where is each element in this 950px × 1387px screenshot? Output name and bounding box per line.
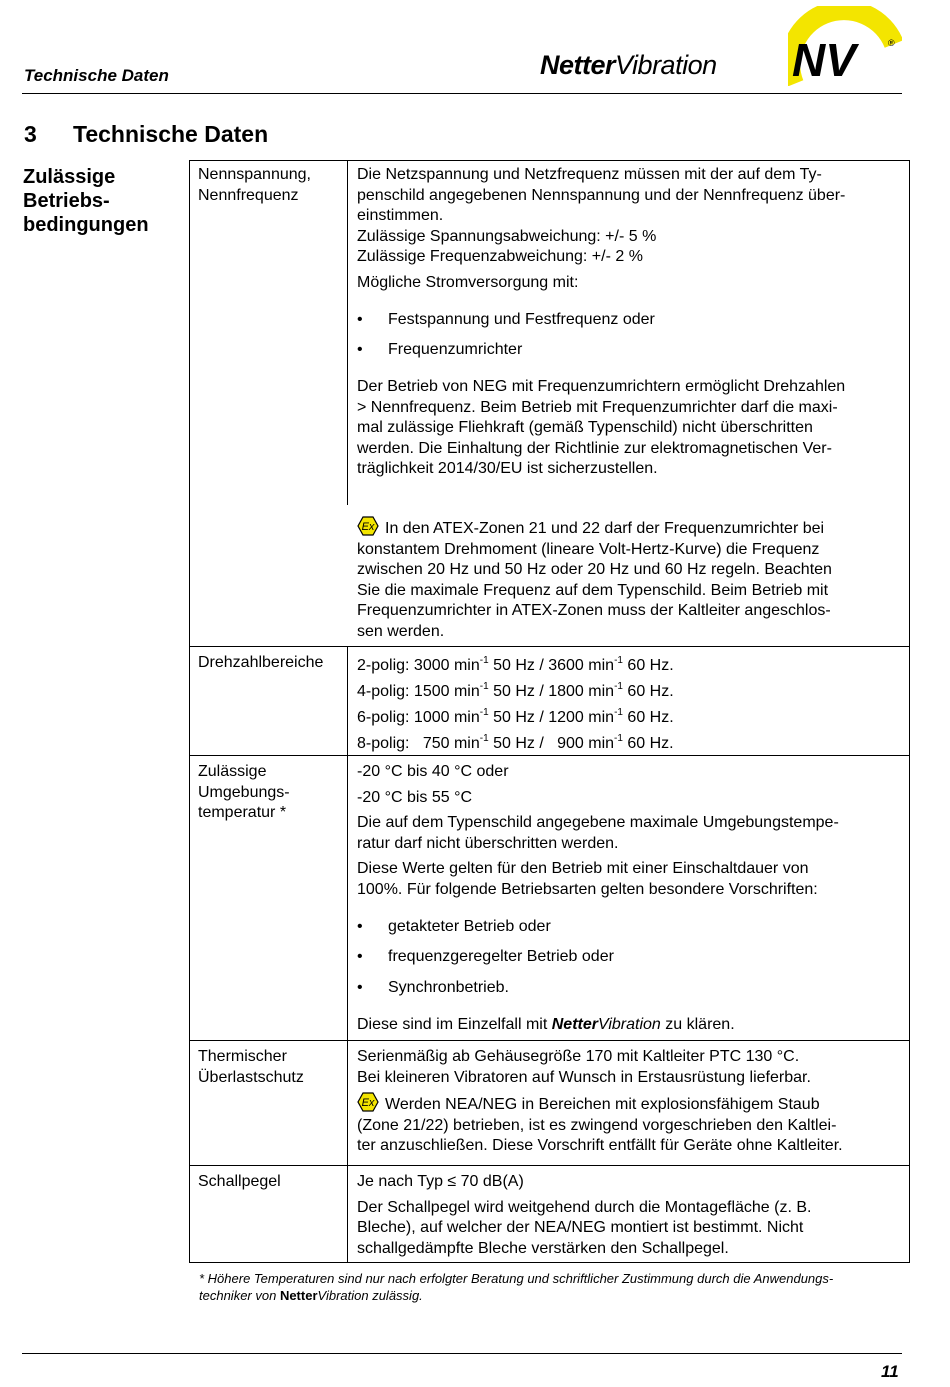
logo-wordmark: NetterVibration [540,50,717,80]
label-drehzahlbereiche: Drehzahlbereiche [198,654,324,671]
text-einzelfall: Diese sind im Einzelfall mit NetterVibration zu klären. [357,1016,735,1033]
side-heading: Zulässige Betriebs- bedingungen [23,166,149,236]
svg-text:Ex: Ex [361,1097,375,1109]
column-divider [347,160,348,505]
text-frequenzumrichter: Der Betrieb von NEG mit Frequenzumrichtern ermöglicht Drehzahlen > Nennfrequenz. Beim Betrieb mit Frequenzumrichter darf die maxi- mal zulässige Fliehkraft (gemäß Typenschild) nicht überschritten werden. Die Einhaltung der Richtlinie zur elektromagnetischen Ver- träglichkeit 2014/30/EU ist sicherzustellen. [357,378,846,477]
footer-divider [22,1353,902,1354]
row-divider [189,1165,910,1166]
text-drehzahlbereiche: 2-polig: 3000 $\min^{-1} 50$ Hz / 3600 $\min^{-1} 60$ Hz. 4-polig: 1500 $\min^{-1} 50$ Hz / 1800 $\min^{-1} 60$ Hz. 6-polig: 1000 $\min^{-1} 50$ Hz / 1200 $\min^{-1} 60$ Hz. 8-polig: 750 $\min^{-1} 50$ Hz / 900 $\min^{-1} 60$ Hz. [357,654,674,752]
text-schallpegel: Je nach Typ ≤ 70 dB(A) Der Schallpegel wird weitgehend durch die Montagefläche (z. B. Bleche), auf welcher der NEA/NEG montiert ist bestimmt. Nicht schallgedämpfte Bleche verstärken den Schallpegel. [357,1173,812,1257]
footnote: * Höhere Temperaturen sind nur nach erfolgter Beratung und schriftlicher Zustimmung durch die Anwendungs- techniker von NetterVibration zulässig. [199,1271,834,1303]
row-divider [189,1040,910,1041]
atex-ex-icon [357,516,379,536]
label-umgebungstemperatur: Zulässige Umgebungs- temperatur * [198,763,290,821]
column-divider [347,646,348,1263]
svg-text:Ex: Ex [361,521,375,533]
section-number: 3 [24,121,37,147]
svg-text:NV: NV [792,34,856,86]
nv-logo-icon [788,6,902,86]
svg-text:®: ® [888,38,895,48]
header-title: Technische Daten [24,66,169,85]
text-ueberlastschutz: Serienmäßig ab Gehäusegröße 170 mit Kaltleiter PTC 130 °C. Bei kleineren Vibratoren auf Wunsch in Erstausrüstung lieferbar. Ex Werden NEA/NEG in Bereichen mit explosionsfähigem Staub (Zone 21/22) betrieben, ist es zwingend vorgeschrieben den Kaltlei- ter anzuschließen. Diese Vorschrift entfällt für Geräte ohne Kaltleiter. [357,1048,843,1154]
netter-vibration-logo [540,6,902,86]
text-umgebungstemperatur: -20 °C bis 40 °C oder -20 °C bis 55 °C Die auf dem Typenschild angegebene maximale Umgebungstempe- ratur darf nicht überschritten werden. Diese Werte gelten für den Betrieb mit einer Einschaltdauer von 100%. Für folgende Betriebsarten gelten besondere Vorschriften: [357,763,839,898]
label-schallpegel: Schallpegel [198,1173,281,1190]
row-divider [189,646,910,647]
page-number: 11 [881,1362,899,1381]
text-nennspannung: Die Netzspannung und Netzfrequenz müssen mit der auf dem Ty- penschild angegebenen Nennspannung und der Nennfrequenz über- einstimmen. Zulässige Spannungsabweichung: +/- 5 % Zulässige Frequenzabweichung: +/- 2 % Mögliche Stromversorgung mit: [357,166,846,291]
label-ueberlastschutz: Thermischer Überlastschutz [198,1048,304,1086]
atex-ex-icon [357,1092,379,1112]
header-divider [22,93,902,94]
section-title: Technische Daten [73,121,269,147]
label-nennspannung: Nennspannung, Nennfrequenz [198,166,311,204]
text-atex-zonen: Ex In den ATEX-Zonen 21 und 22 darf der Frequenzumrichter bei konstantem Drehmoment (lineare Volt-Hertz-Kurve) die Frequenz zwischen 20 Hz und 50 Hz oder 20 Hz und 60 Hz regeln. Beachten Sie die maximale Frequenz auf dem Typenschild. Beim Betrieb mit Frequenzumrichter in ATEX-Zonen muss der Kaltleiter angeschlos- sen werden. [357,516,902,642]
